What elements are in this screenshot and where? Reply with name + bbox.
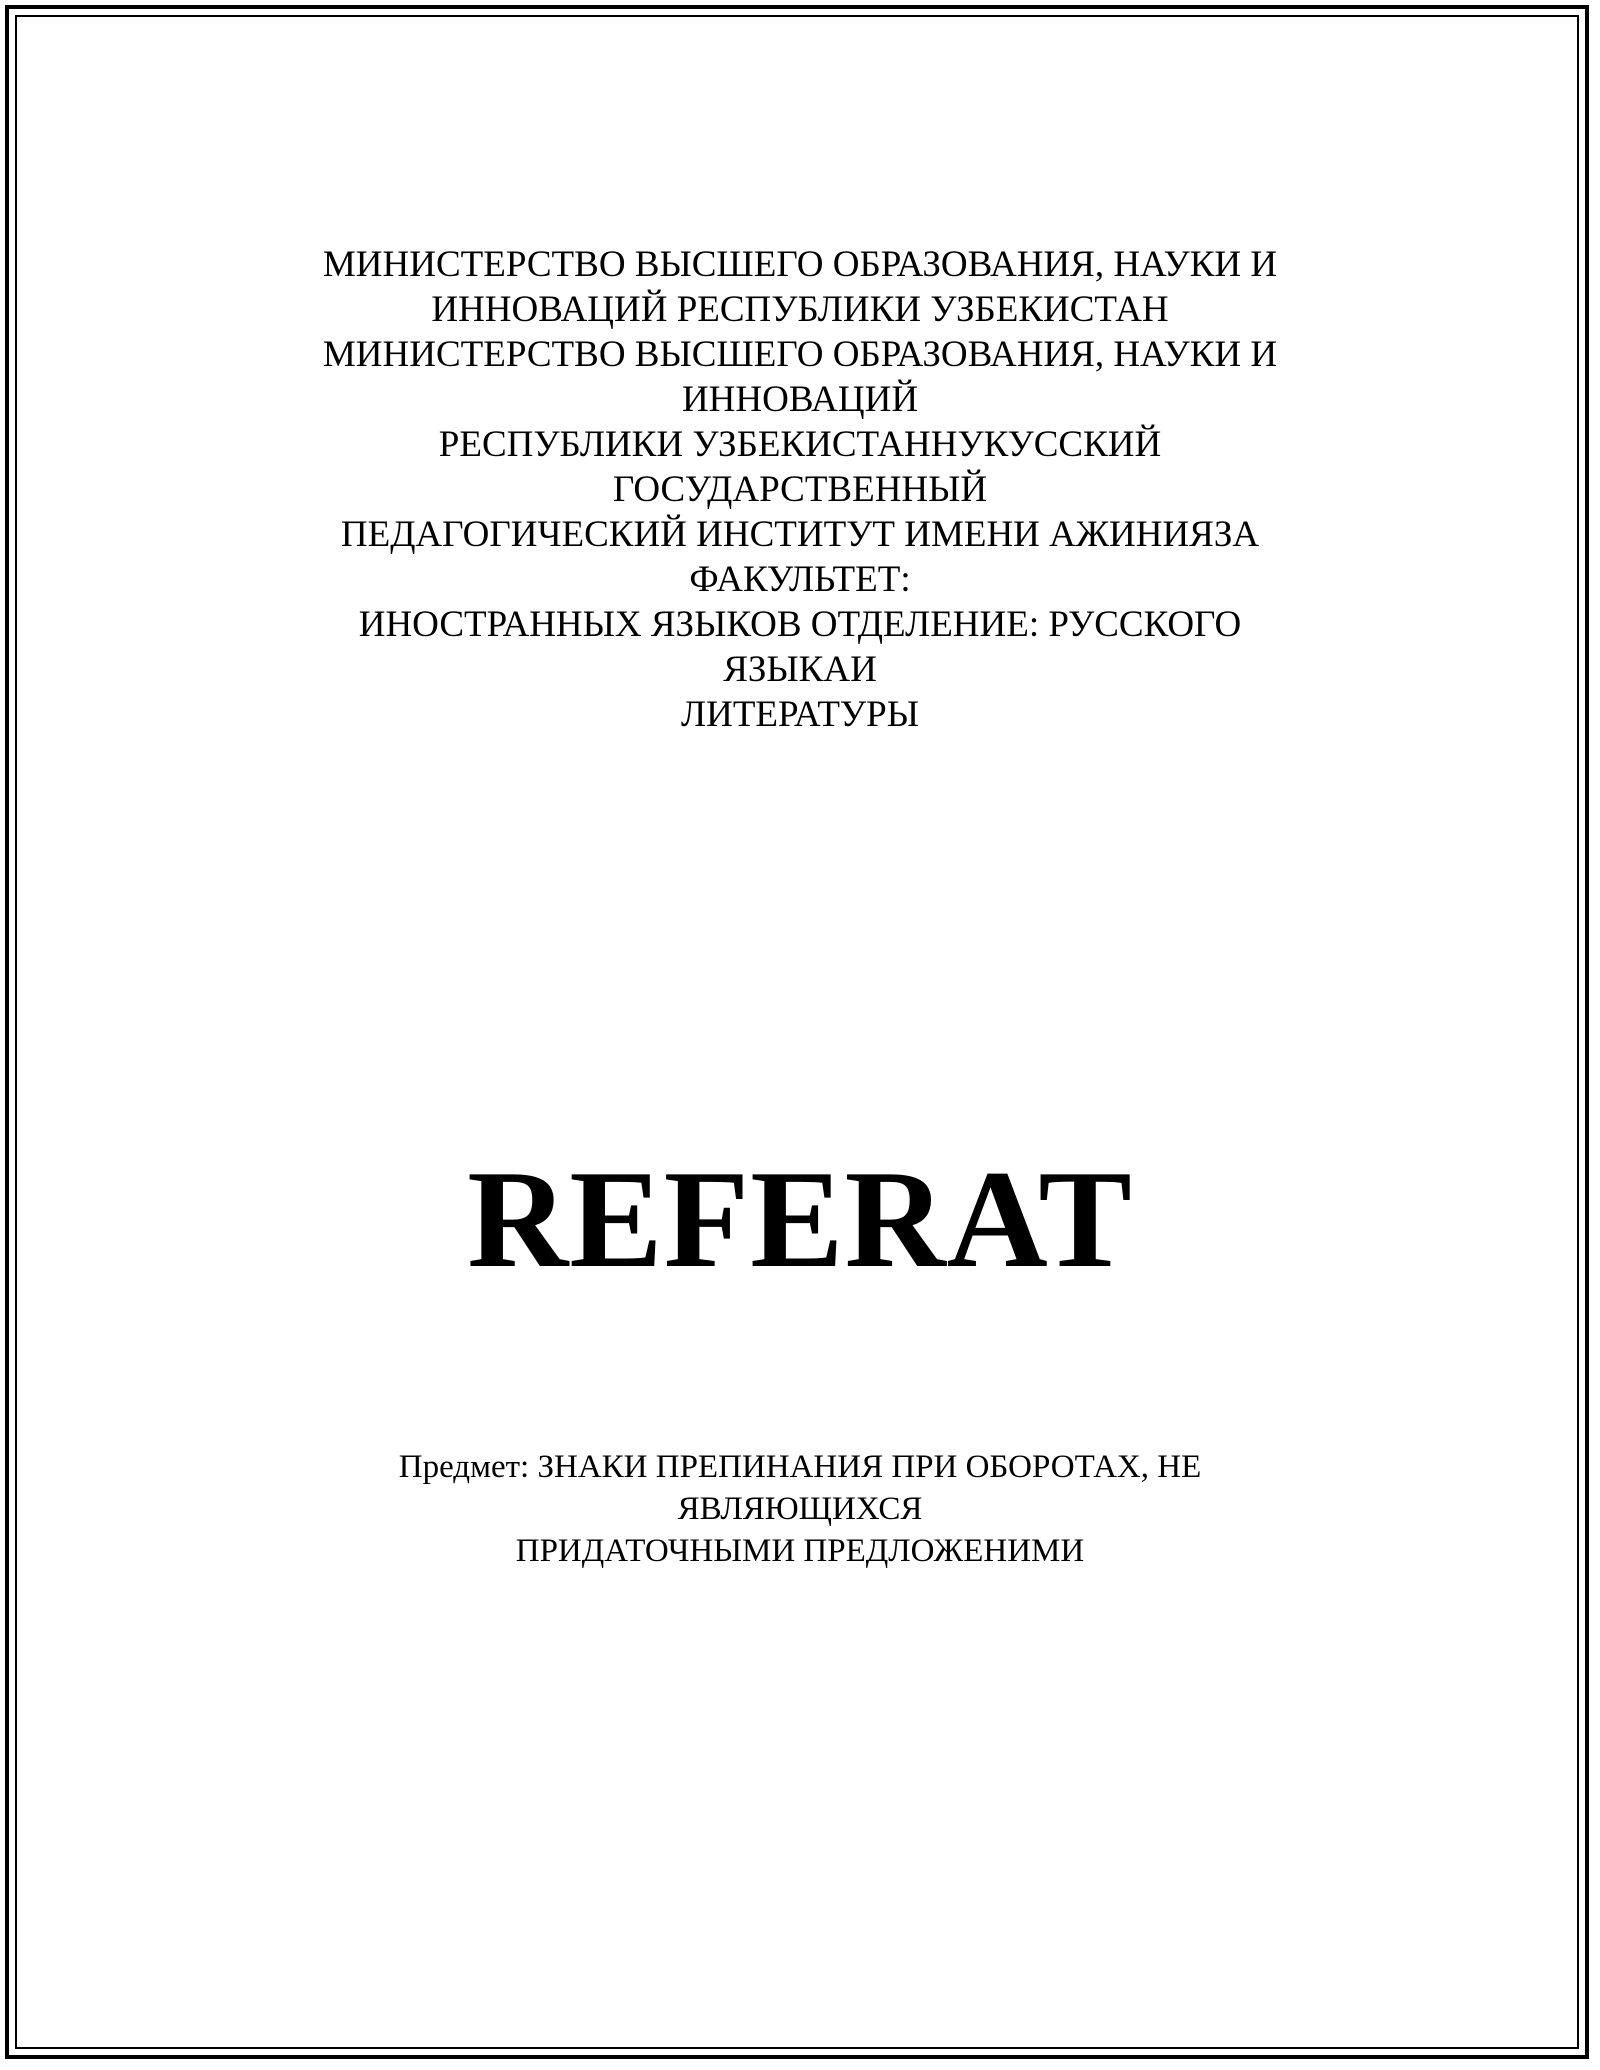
header-line: ГОСУДАРСТВЕННЫЙ bbox=[612, 469, 988, 510]
subject-line: ЯВЛЯЮЩИХСЯ bbox=[677, 1491, 923, 1527]
header-line: ФАКУЛЬТЕТ: bbox=[689, 559, 911, 600]
subject-block bbox=[200, 1446, 1400, 1572]
header-line: ИННОВАЦИЙ bbox=[681, 379, 919, 420]
document-title: REFERAT bbox=[467, 1142, 1133, 1297]
institution-header bbox=[200, 242, 1400, 737]
subject-line: Предмет: ЗНАКИ ПРЕПИНАНИЯ ПРИ ОБОРОТАХ, НЕ bbox=[398, 1449, 1202, 1485]
header-line: МИНИСТЕРСТВО ВЫСШЕГО ОБРАЗОВАНИЯ, НАУКИ И bbox=[322, 244, 1278, 285]
header-line: МИНИСТЕРСТВО ВЫСШЕГО ОБРАЗОВАНИЯ, НАУКИ И bbox=[322, 334, 1278, 375]
header-line: РЕСПУБЛИКИ УЗБЕКИСТАННУКУССКИЙ bbox=[438, 424, 1162, 465]
header-line: ИННОВАЦИЙ РЕСПУБЛИКИ УЗБЕКИСТАН bbox=[431, 289, 1169, 330]
header-line: ИНОСТРАННЫХ ЯЗЫКОВ ОТДЕЛЕНИЕ: РУССКОГО bbox=[358, 604, 1242, 645]
header-line: ПЕДАГОГИЧЕСКИЙ ИНСТИТУТ ИМЕНИ АЖИНИЯЗА bbox=[340, 514, 1260, 555]
header-line: ЯЗЫКАИ bbox=[723, 649, 877, 690]
subject-line: ПРИДАТОЧНЫМИ ПРЕДЛОЖЕНИМИ bbox=[515, 1533, 1085, 1569]
header-line: ЛИТЕРАТУРЫ bbox=[681, 694, 919, 735]
